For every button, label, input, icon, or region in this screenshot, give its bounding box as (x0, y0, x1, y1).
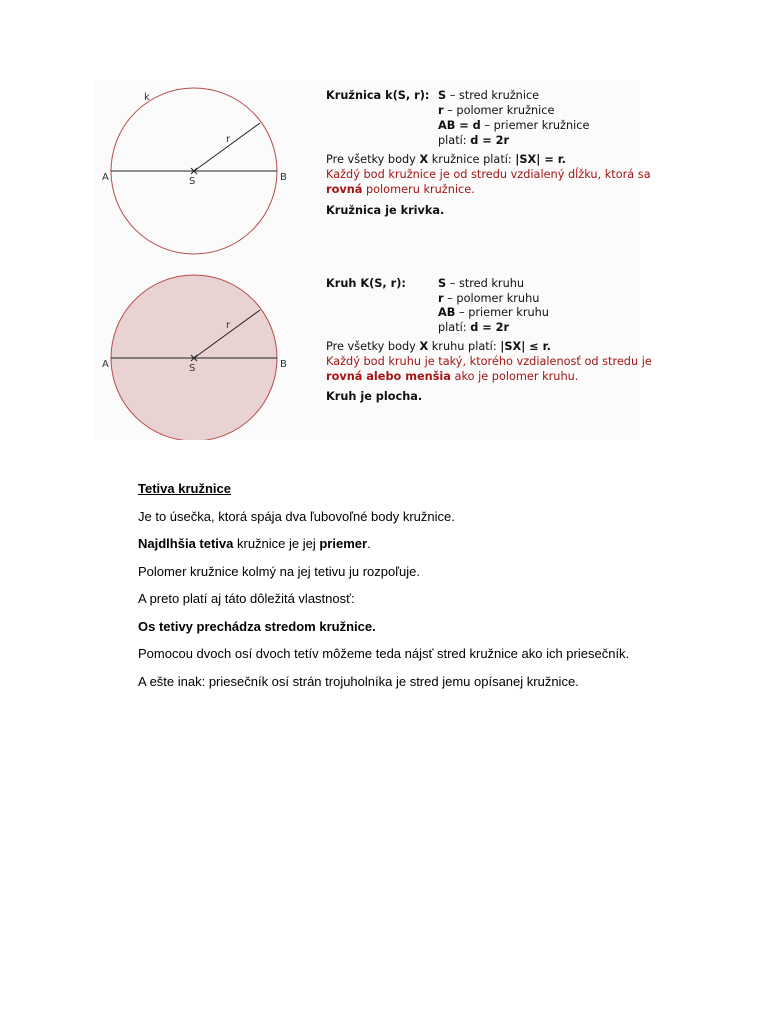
disk-conclusion: Kruh je plocha. (326, 390, 423, 403)
list-item: Najdlhšia tetiva kružnice je jej priemer. (138, 536, 371, 551)
circle-red-line2: rovná polomeru kružnice. (326, 183, 475, 196)
disk-label-a: A (102, 359, 109, 370)
list-item: Os tetivy prechádza stredom kružnice. (138, 619, 376, 634)
disk-red-line2: rovná alebo menšia ako je polomer kruhu. (326, 370, 579, 383)
label-a: A (102, 172, 109, 183)
circle-def-r: r – polomer kružnice (438, 104, 555, 117)
list-item: Pomocou dvoch osí dvoch tetív môžeme teda nájsť stred kružnice ako ich priesečník. (138, 646, 630, 661)
circle-conclusion: Kružnica je krivka. (326, 204, 445, 217)
label-r: r (226, 134, 231, 145)
circle-plati: platí: d = 2r (438, 134, 510, 147)
label-s: S (189, 176, 196, 187)
disk-red-line1: Každý bod kruhu je taký, ktorého vzdialenosť od stredu je (326, 355, 652, 368)
list-item: Je to úsečka, ktorá spája dva ľubovoľné body kružnice. (138, 509, 455, 524)
circle-rule: Pre všetky body X kružnice platí: |SX| = r. (326, 153, 566, 166)
disk-def-r: r – polomer kruhu (438, 292, 540, 305)
list-item: A preto platí aj táto dôležitá vlastnosť: (138, 591, 355, 606)
disk-rule: Pre všetky body X kruhu platí: |SX| ≤ r. (326, 340, 551, 353)
label-k: k (144, 92, 150, 103)
disk-label-r: r (226, 320, 231, 331)
disk-title: Kruh K(S, r): (326, 277, 406, 290)
disk-def-ab: AB – priemer kruhu (438, 306, 549, 319)
list-item: Polomer kružnice kolmý na jej tetivu ju rozpoľuje. (138, 564, 420, 579)
circle-red-line1: Každý bod kružnice je od stredu vzdialený dĺžku, ktorá sa (326, 168, 651, 181)
circle-diagrams (95, 80, 640, 440)
disk-def-s: S – stred kruhu (438, 277, 525, 290)
circle-title: Kružnica k(S, r): (326, 89, 430, 102)
section-heading: Tetiva kružnice (138, 481, 231, 496)
circle-def-ab: AB = d – priemer kružnice (438, 119, 590, 132)
circle-def-s: S – stred kružnice (438, 89, 540, 102)
label-b: B (280, 172, 287, 183)
disk-label-s: S (189, 363, 196, 374)
disk-label-b: B (280, 359, 287, 370)
disk-plati: platí: d = 2r (438, 321, 510, 334)
geometry-figure (95, 80, 652, 440)
list-item: A ešte inak: priesečník osí strán trojuholníka je stred jemu opísanej kružnice. (138, 674, 579, 689)
radius-line (194, 123, 260, 171)
